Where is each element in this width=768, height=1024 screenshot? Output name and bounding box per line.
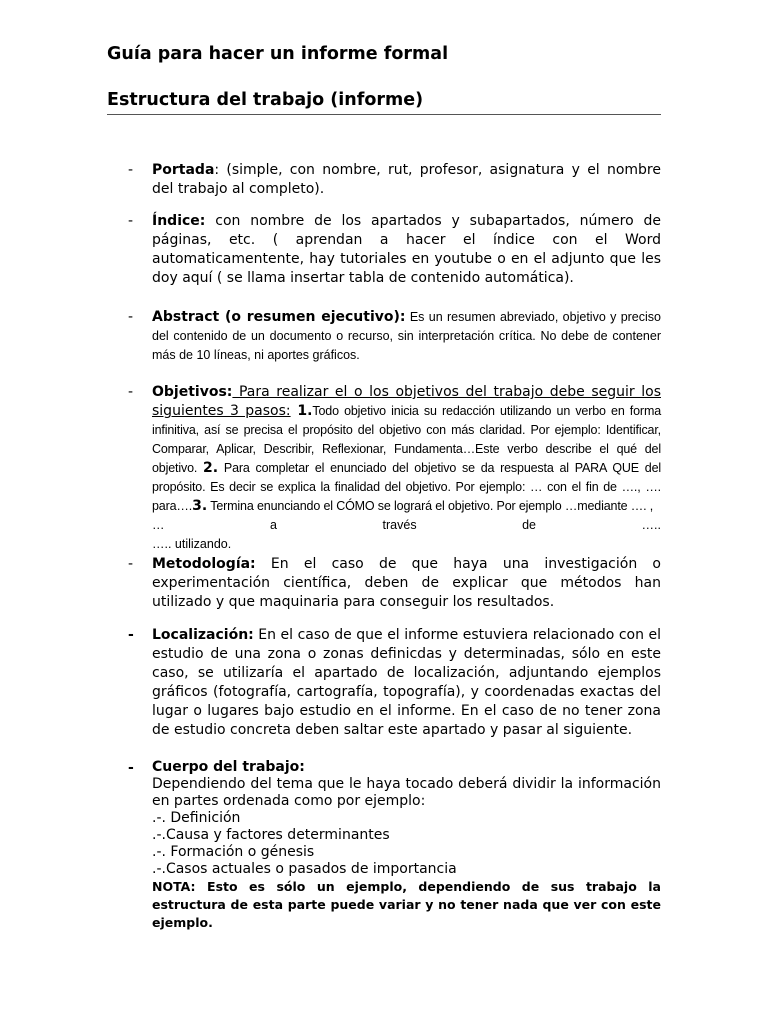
item-description: con nombre de los apartados y subapartados, número de páginas, etc. ( aprendan a hacer el índice con el Word automaticamentente, hay tutoriales en youtube o en el adjunto que les doy aquí ( se llama insertar tabla de contenido automática). [152,213,661,286]
step-text: Termina enunciando el CÓMO se logrará el objetivo. Por ejemplo …mediante …. , [207,499,654,513]
list-item-text [152,383,661,554]
sub-list-item: .-. Definición [152,810,241,826]
document-title: Guía para hacer un informe formal [107,44,449,64]
sub-list-item: .-.Casos actuales o pasados de importancia [152,861,457,877]
step-number: 1. [290,403,313,419]
bullet-dash: - [128,213,134,229]
step-number: 3. [192,498,208,514]
item-label: Objetivos: [152,384,233,400]
list-item-text [152,626,661,740]
list-item-text [152,212,661,288]
item-label: Portada [152,162,215,178]
step-text: Para completar el enunciado del objetivo se da respuesta al PARA QUE del propósito. Es decir se explica la finalidad del objetivo. Por ejemplo: … con el fin de …., …. para…. [152,461,662,513]
bullet-dash: - [128,760,134,776]
step-number: 2. [203,460,219,476]
item-description: Dependiendo del tema que le haya tocado deberá dividir la información en partes ordenada como por ejemplo: [152,776,661,809]
bullet-dash: - [128,556,134,572]
list-item-text [152,555,661,612]
bullet-dash: - [128,309,134,325]
bullet-dash: - [128,162,134,178]
list-item-text [152,308,661,365]
item-label: Localización: [152,627,254,643]
nota-text: NOTA: Esto es sólo un ejemplo, dependiendo de sus trabajo la estructura de esta parte puede variar y no tener nada que ver con este ejemplo. [152,879,661,930]
sub-list-item: .-. Formación o génesis [152,844,315,860]
item-label: Cuerpo del trabajo: [152,759,305,775]
list-item-text [152,759,661,932]
item-label: Índice: [152,213,206,229]
step-text: ….. utilizando. [152,537,232,551]
item-intro: Para realizar el o los objetivos del trabajo debe seguir los siguientes 3 pasos: [152,384,661,419]
step-text: … a través de ….. [152,518,661,532]
list-item-text [152,161,661,199]
item-description: Es un resumen abreviado, objetivo y preciso del contenido de un documento o recurso, sin interpretación crítica. No debe de contener más de 10 líneas, ni aportes gráficos. [152,310,661,362]
sub-list-item: .-.Causa y factores determinantes [152,827,390,843]
bullet-dash: - [128,627,134,643]
section-heading: Estructura del trabajo (informe) [107,90,424,110]
item-description: : (simple, con nombre, rut, profesor, asignatura y el nombre del trabajo al completo). [152,162,661,197]
item-label: Abstract (o resumen ejecutivo): [152,309,406,325]
bullet-dash: - [128,384,134,400]
heading-rule [107,114,661,115]
item-label: Metodología: [152,556,256,572]
step-text: Todo objetivo inicia su redacción utilizando un verbo en forma infinitiva, así se precisa el propósito del objetivo con más claridad. Por ejemplo: Identificar, Comparar, Aplicar, Describir, Reflexionar, Fundamenta…Este verbo describe el qué del objetivo. [152,404,662,475]
item-description: En el caso de que haya una investigación o experimentación científica, deben de explicar que métodos han utilizado y que maquinaria para conseguir los resultados. [152,556,661,610]
item-description: En el caso de que el informe estuviera relacionado con el estudio de una zona o zonas definicdas y determinadas, sólo en este caso, se utilizaría el apartado de localización, adjuntando ejemplos gráficos (fotografía, cartografía, topografía), y coordenadas exactas del lugar o lugares bajo estudio en el informe. En el caso de no tener zona de estudio concreta deben saltar este apartado y pasar al siguiente. [152,627,661,738]
